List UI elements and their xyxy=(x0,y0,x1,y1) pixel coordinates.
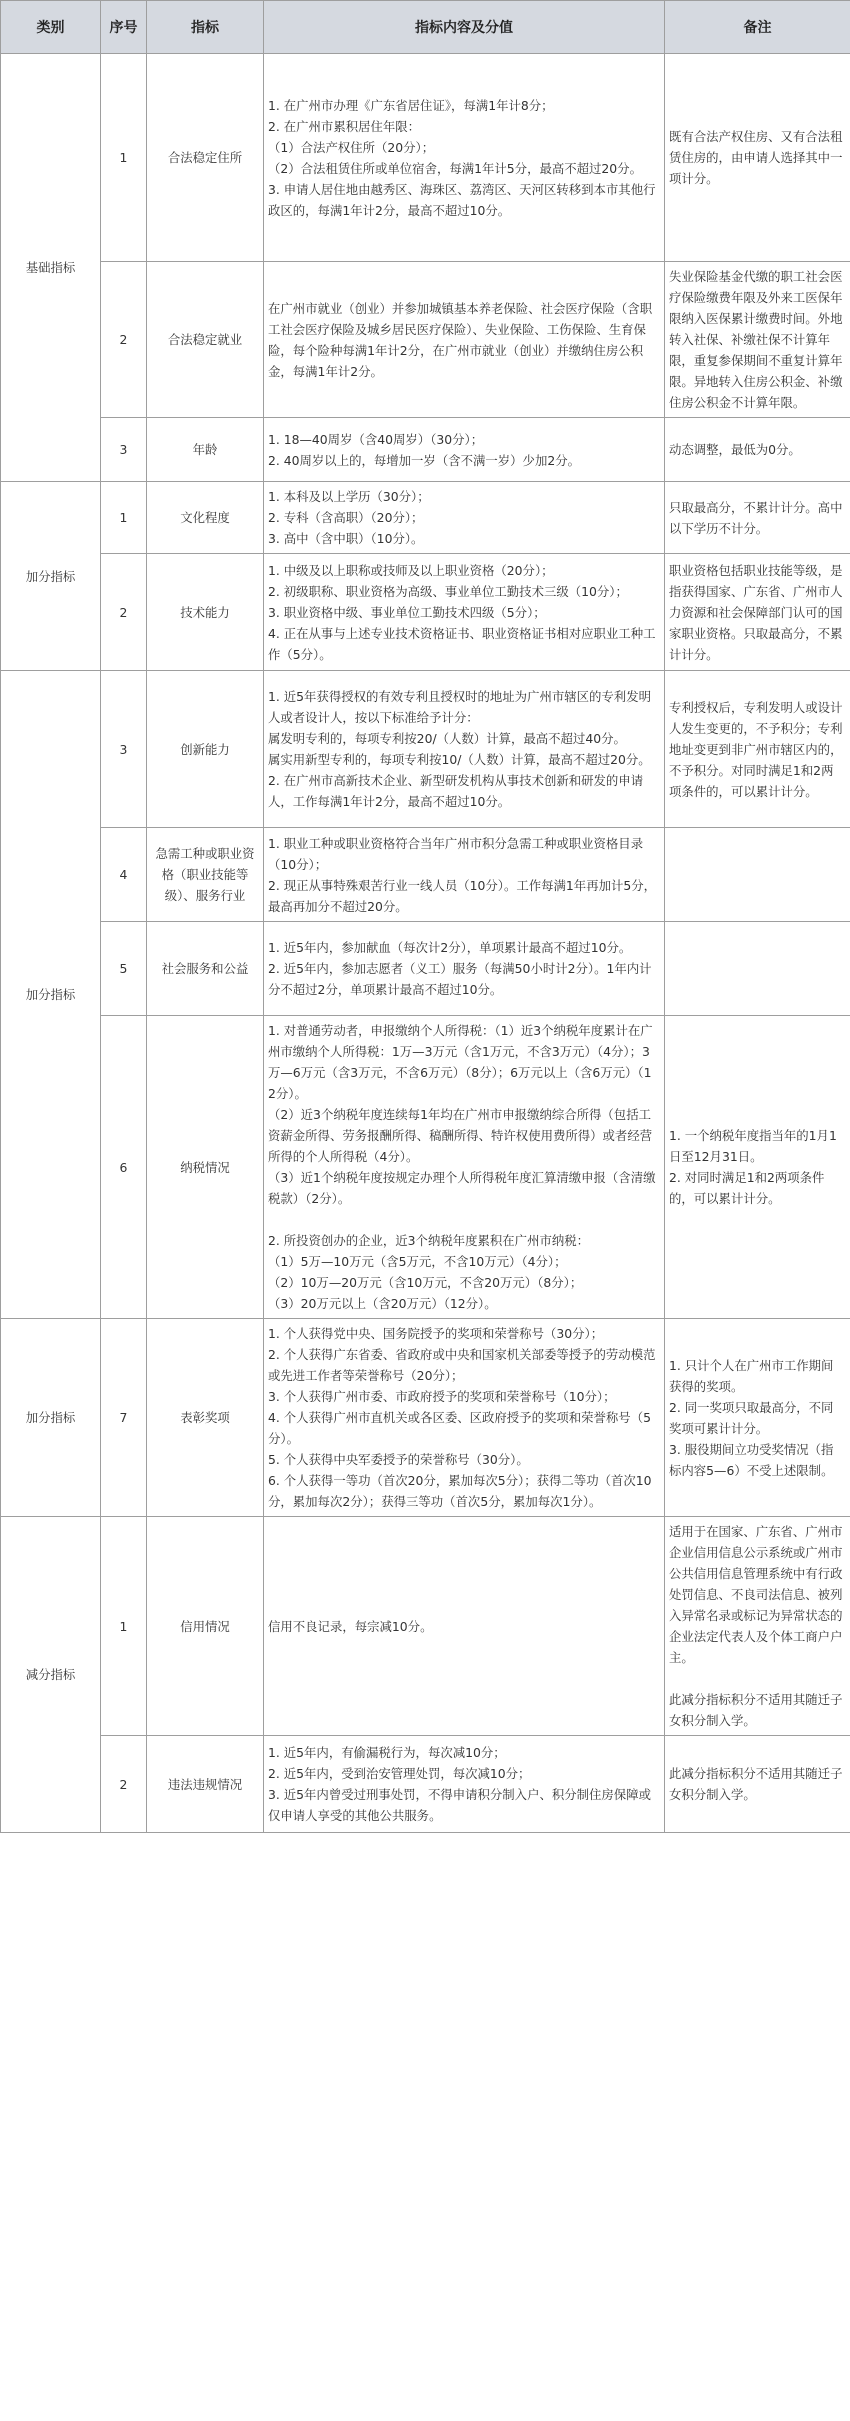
note-line: 专利授权后，专利发明人或设计人发生变更的，不予积分；专利地址变更到非广州市辖区内的，不予积分。对同时满足1和2两项条件的，可以累计计分。 xyxy=(669,699,843,799)
table-row xyxy=(1,922,850,1016)
indicator-name: 年龄 xyxy=(147,418,264,482)
note-cell xyxy=(665,1736,850,1833)
note-line: 1. 只计个人在广州市工作期间获得的奖项。 xyxy=(669,1357,834,1394)
indicator-name: 合法稳定住所 xyxy=(147,54,264,262)
note-cell xyxy=(665,828,850,922)
content-line: 1. 18—40周岁（含40周岁）（30分）； xyxy=(268,431,484,447)
content-line: 属发明专利的，每项专利按20/（人数）计算，最高不超过40分。 xyxy=(268,731,626,746)
content-line: 2. 个人获得广东省委、省政府或中央和国家机关部委等授予的劳动模范或先进工作者等荣誉称号（20分）； xyxy=(268,1347,656,1383)
indicator-content xyxy=(264,54,665,262)
content-line: 2. 在广州市累积居住年限： xyxy=(268,118,421,134)
note-line: 2. 对同时满足1和2两项条件的，可以累计计分。 xyxy=(669,1170,825,1206)
content-line: 2. 所投资创办的企业，近3个纳税年度累积在广州市纳税： xyxy=(268,1233,590,1248)
content-line: （1）5万—10万元（含5万元，不含10万元）（4分）； xyxy=(268,1254,567,1269)
content-line: 2. 近5年内，参加志愿者（义工）服务（每满50小时计2分）。1年内计分不超过2分，单项累计最高不超过10分。 xyxy=(268,961,652,997)
note-cell xyxy=(665,922,850,1016)
content-line: 1. 在广州市办理《广东省居住证》，每满1年计8分； xyxy=(268,97,554,113)
header-indicator: 指标 xyxy=(147,1,264,54)
indicator-content xyxy=(264,418,665,482)
indicator-content xyxy=(264,482,665,554)
content-line: 3. 近5年内曾受过刑事处罚，不得申请积分制入户、积分制住房保障或仅申请人享受的其他公共服务。 xyxy=(268,1787,651,1823)
note-line: 1. 一个纳税年度指当年的1月1日至12月31日。 xyxy=(669,1128,837,1164)
header-note: 备注 xyxy=(665,1,850,54)
row-number: 2 xyxy=(101,554,147,671)
note-line: 3. 服役期间立功受奖情况（指标内容5—6）不受上述限制。 xyxy=(669,1441,834,1478)
note-line: 2. 同一奖项只取最高分，不同奖项可累计计分。 xyxy=(669,1399,834,1436)
note-line: 职业资格包括职业技能等级，是指获得国家、广东省、广州市人力资源和社会保障部门认可的国家职业资格。只取最高分，不累计计分。 xyxy=(669,562,843,662)
content-line: （2）近3个纳税年度连续每1年均在广州市申报缴纳综合所得（包括工资薪金所得、劳务报酬所得、稿酬所得、特许权使用费所得）或者经营所得的个人所得税（4分）。 xyxy=(268,1107,653,1164)
category-cell: 加分指标 xyxy=(1,671,101,1319)
table-row xyxy=(1,418,850,482)
header-number: 序号 xyxy=(101,1,147,54)
indicator-content xyxy=(264,671,665,828)
row-number: 5 xyxy=(101,922,147,1016)
table-row xyxy=(1,262,850,418)
row-number: 1 xyxy=(101,1517,147,1736)
indicator-content xyxy=(264,1319,665,1517)
table-body xyxy=(1,54,850,1833)
content-line: 1. 近5年内，参加献血（每次计2分），单项累计最高不超过10分。 xyxy=(268,940,632,955)
table-row xyxy=(1,1517,850,1736)
indicator-name: 急需工种或职业资格（职业技能等级）、服务行业 xyxy=(147,828,264,922)
content-line: 1. 对普通劳动者，申报缴纳个人所得税：（1）近3个纳税年度累计在广州市缴纳个人所得税：1万—3万元（含1万元，不含3万元）（4分）；3万—6万元（含3万元，不含6万元）（8分）；6万元以上（含6万元）（12分）。 xyxy=(268,1023,653,1101)
content-line: 3. 个人获得广州市委、市政府授予的奖项和荣誉称号（10分）； xyxy=(268,1389,616,1404)
indicator-name: 社会服务和公益 xyxy=(147,922,264,1016)
category-cell: 加分指标 xyxy=(1,482,101,671)
note-line xyxy=(669,1668,845,1689)
indicator-content xyxy=(264,1517,665,1736)
note-cell xyxy=(665,482,850,554)
row-number: 2 xyxy=(101,262,147,418)
content-line: 1. 本科及以上学历（30分）； xyxy=(268,489,430,504)
note-line: 只取最高分，不累计计分。高中以下学历不计分。 xyxy=(669,499,843,536)
indicator-name: 表彰奖项 xyxy=(147,1319,264,1517)
row-number: 6 xyxy=(101,1016,147,1319)
note-line: 适用于在国家、广东省、广州市企业信用信息公示系统或广州市公共信用信息管理系统中有行政处罚信息、不良司法信息、被列入异常名录或标记为异常状态的企业法定代表人及个体工商户户主。 xyxy=(669,1524,843,1665)
indicator-content xyxy=(264,922,665,1016)
note-line: 既有合法产权住房、又有合法租赁住房的，由申请人选择其中一项计分。 xyxy=(669,129,843,186)
content-line: 6. 个人获得一等功（首次20分，累加每次5分）；获得二等功（首次10分，累加每次2分）；获得三等功（首次5分，累加每次1分）。 xyxy=(268,1473,652,1509)
header-row xyxy=(1,1,850,54)
table-row xyxy=(1,828,850,922)
indicator-content xyxy=(264,1016,665,1319)
note-cell xyxy=(665,671,850,828)
row-number: 4 xyxy=(101,828,147,922)
content-line: （2）合法租赁住所或单位宿舍，每满1年计5分，最高不超过20分。 xyxy=(268,160,642,176)
row-number: 1 xyxy=(101,482,147,554)
header-content: 指标内容及分值 xyxy=(264,1,665,54)
content-line: 2. 40周岁以上的，每增加一岁（含不满一岁）少加2分。 xyxy=(268,452,581,468)
table-row xyxy=(1,1736,850,1833)
note-cell xyxy=(665,1016,850,1319)
row-number: 7 xyxy=(101,1319,147,1517)
table-row xyxy=(1,554,850,671)
note-cell xyxy=(665,554,850,671)
note-line: 动态调整，最低为0分。 xyxy=(669,442,801,457)
row-number: 1 xyxy=(101,54,147,262)
content-line: 2. 专科（含高职）（20分）； xyxy=(268,510,424,525)
table-row xyxy=(1,1319,850,1517)
content-line: 1. 近5年内，有偷漏税行为，每次减10分； xyxy=(268,1745,506,1760)
indicator-content xyxy=(264,262,665,418)
note-cell xyxy=(665,54,850,262)
note-cell xyxy=(665,1319,850,1517)
row-number: 3 xyxy=(101,671,147,828)
content-line: 2. 在广州市高新技术企业、新型研发机构从事技术创新和研发的申请人，工作每满1年计2分，最高不超过10分。 xyxy=(268,773,644,809)
content-line: 属实用新型专利的，每项专利按10/（人数）计算，最高不超过20分。 xyxy=(268,752,651,767)
indicator-name: 信用情况 xyxy=(147,1517,264,1736)
content-line: 3. 申请人居住地由越秀区、海珠区、荔湾区、天河区转移到本市其他行政区的，每满1年计2分，最高不超过10分。 xyxy=(268,181,656,218)
indicator-content xyxy=(264,828,665,922)
note-line: 失业保险基金代缴的职工社会医疗保险缴费年限及外来工医保年限纳入医保累计缴费时间。外地转入社保、补缴社保不计算年限，重复参保期间不重复计算年限。异地转入住房公积金、补缴住房公积金不计算年限。 xyxy=(669,269,843,410)
row-number: 3 xyxy=(101,418,147,482)
table-row xyxy=(1,482,850,554)
note-cell xyxy=(665,262,850,418)
indicator-content xyxy=(264,554,665,671)
indicator-name: 创新能力 xyxy=(147,671,264,828)
content-line: 1. 职业工种或职业资格符合当年广州市积分急需工种或职业资格目录（10分）； xyxy=(268,835,644,872)
indicator-name: 文化程度 xyxy=(147,482,264,554)
category-cell: 基础指标 xyxy=(1,54,101,482)
content-line: （1）合法产权住所（20分）； xyxy=(268,139,435,155)
content-line: （3）近1个纳税年度按规定办理个人所得税年度汇算清缴申报（含清缴税款）（2分）。 xyxy=(268,1170,656,1206)
content-line: 3. 高中（含中职）（10分）。 xyxy=(268,531,424,546)
content-line: 1. 中级及以上职称或技师及以上职业资格（20分）； xyxy=(268,562,554,578)
content-line: 信用不良记录，每宗减10分。 xyxy=(268,1618,433,1634)
table-row xyxy=(1,54,850,262)
table-row xyxy=(1,671,850,828)
content-line: 在广州市就业（创业）并参加城镇基本养老保险、社会医疗保险（含职工社会医疗保险及城乡居民医疗保险）、失业保险、工伤保险、生育保险，每个险种每满1年计2分，在广州市就业（创业）并缴纳住房公积金，每满1年计2分。 xyxy=(268,300,653,379)
indicator-name: 合法稳定就业 xyxy=(147,262,264,418)
category-cell: 加分指标 xyxy=(1,1319,101,1517)
content-line: （3）20万元以上（含20万元）（12分）。 xyxy=(268,1296,497,1311)
content-line: 1. 个人获得党中央、国务院授予的奖项和荣誉称号（30分）； xyxy=(268,1326,604,1341)
note-line: 此减分指标积分不适用其随迁子女积分制入学。 xyxy=(669,1766,843,1802)
indicator-name: 技术能力 xyxy=(147,554,264,671)
content-line: 4. 正在从事与上述专业技术资格证书、职业资格证书相对应职业工种工作（5分）。 xyxy=(268,625,656,662)
content-line: 5. 个人获得中央军委授予的荣誉称号（30分）。 xyxy=(268,1452,529,1467)
content-line xyxy=(268,1209,659,1230)
content-line: （2）10万—20万元（含10万元，不含20万元）（8分）； xyxy=(268,1275,583,1290)
indicator-content xyxy=(264,1736,665,1833)
content-line: 4. 个人获得广州市直机关或各区委、区政府授予的奖项和荣誉称号（5分）。 xyxy=(268,1410,651,1446)
content-line: 1. 近5年获得授权的有效专利且授权时的地址为广州市辖区的专利发明人或者设计人，按以下标准给予计分： xyxy=(268,689,651,725)
indicator-name: 纳税情况 xyxy=(147,1016,264,1319)
note-cell xyxy=(665,1517,850,1736)
note-line: 此减分指标积分不适用其随迁子女积分制入学。 xyxy=(669,1692,843,1728)
content-line: 2. 初级职称、职业资格为高级、事业单位工勤技术三级（10分）； xyxy=(268,583,628,599)
indicator-name: 违法违规情况 xyxy=(147,1736,264,1833)
table-row xyxy=(1,1016,850,1319)
header-category: 类别 xyxy=(1,1,101,54)
row-number: 2 xyxy=(101,1736,147,1833)
category-cell: 减分指标 xyxy=(1,1517,101,1833)
note-cell xyxy=(665,418,850,482)
content-line: 2. 现正从事特殊艰苦行业一线人员（10分）。工作每满1年再加计5分，最高再加分不超过20分。 xyxy=(268,877,657,914)
content-line: 2. 近5年内，受到治安管理处罚，每次减10分； xyxy=(268,1766,531,1781)
content-line: 3. 职业资格中级、事业单位工勤技术四级（5分）； xyxy=(268,604,546,620)
